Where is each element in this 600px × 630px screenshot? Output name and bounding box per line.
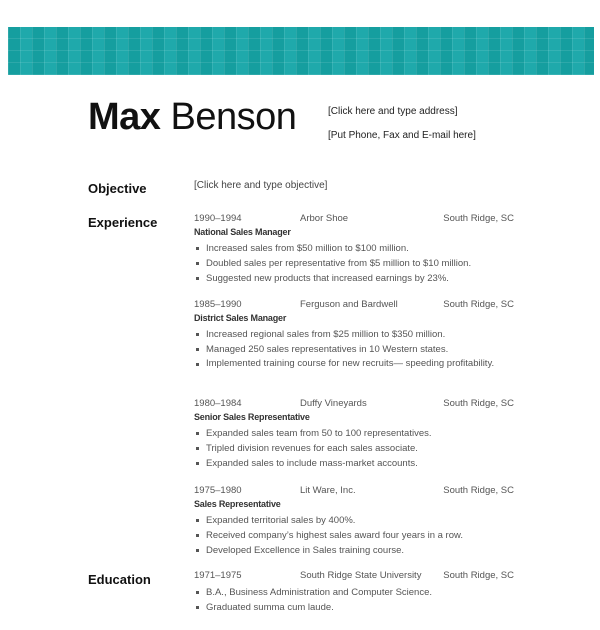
job-location: South Ridge, SC [443,299,514,310]
job-company: Arbor Shoe [300,213,349,224]
job-entry [194,397,514,471]
header-banner [8,27,594,75]
job-entry [194,298,514,370]
job-title: Sales Representative [194,499,281,509]
experience-heading: Experience [88,215,158,230]
job-header [194,484,514,498]
job-dates: 1980–1984 [194,398,242,409]
bullet-item: Developed Excellence in Sales training course. [194,543,514,558]
bullet-item: Expanded territorial sales by 400%. [194,513,514,528]
job-company: Duffy Vineyards [300,398,367,409]
job-dates: 1975–1980 [194,485,242,496]
bullet-item: Tripled division revenues for each sales associate. [194,441,514,456]
bullet-item: Expanded sales team from 50 to 100 representatives. [194,426,514,441]
bullet-item: Expanded sales to include mass-market accounts. [194,456,514,471]
bullet-item: B.A., Business Administration and Computer Science. [194,585,514,600]
education-entry [194,569,514,615]
bullet-item: Graduated summa cum laude. [194,600,514,615]
bullet-item: Increased sales from $50 million to $100 million. [194,241,514,256]
education-heading: Education [88,572,151,587]
job-bullets [194,241,514,286]
job-bullets [194,513,514,558]
job-header [194,212,514,226]
bullet-item: Received company’s highest sales award four years in a row. [194,528,514,543]
job-location: South Ridge, SC [443,485,514,496]
bullet-item: Doubled sales per representative from $5 million to $10 million. [194,256,514,271]
contact-placeholder[interactable]: [Put Phone, Fax and E-mail here] [328,130,476,141]
education-header [194,569,514,583]
job-location: South Ridge, SC [443,213,514,224]
job-entry [194,212,514,286]
job-title: District Sales Manager [194,313,287,323]
job-bullets [194,426,514,471]
job-dates: 1985–1990 [194,299,242,310]
bullet-item: Increased regional sales from $25 million to $350 million. [194,327,514,342]
resume-name [88,95,296,139]
first-name: Max [88,96,161,138]
objective-placeholder[interactable]: [Click here and type objective] [194,180,328,191]
last-name: Benson [170,96,297,138]
job-header [194,397,514,411]
job-entry [194,484,514,558]
education-bullets [194,585,514,615]
job-bullets [194,327,514,370]
job-company: Lit Ware, Inc. [300,485,356,496]
job-header [194,298,514,312]
education-school: South Ridge State University [300,570,422,581]
job-company: Ferguson and Bardwell [300,299,398,310]
objective-heading: Objective [88,181,147,196]
education-location: South Ridge, SC [443,570,514,581]
address-placeholder[interactable]: [Click here and type address] [328,106,458,117]
bullet-item: Managed 250 sales representatives in 10 Western states. [194,342,514,357]
job-dates: 1990–1994 [194,213,242,224]
job-title: National Sales Manager [194,227,291,237]
education-dates: 1971–1975 [194,570,242,581]
job-title: Senior Sales Representative [194,412,310,422]
job-location: South Ridge, SC [443,398,514,409]
bullet-item: Implemented training course for new recruits— speeding profitability. [194,357,514,370]
bullet-item: Suggested new products that increased earnings by 23%. [194,271,514,286]
